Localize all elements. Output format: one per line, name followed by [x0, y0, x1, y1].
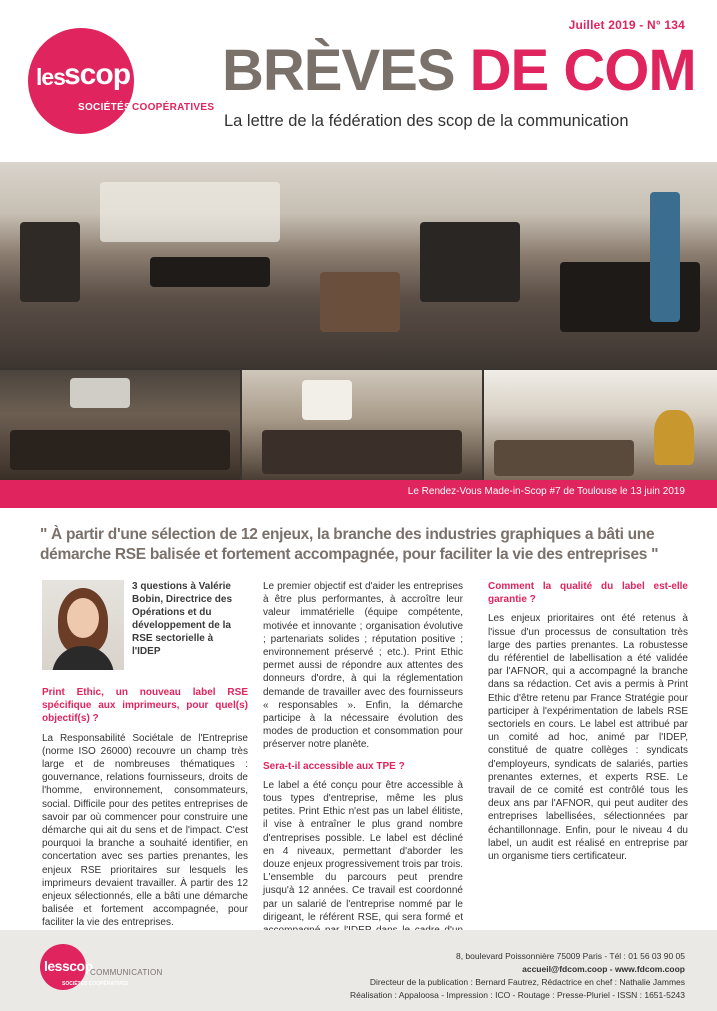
event-photo-2	[242, 370, 482, 480]
footer-publication: Directeur de la publication : Bernard Fautrez, Rédactrice en chef : Nathalie Jammes	[369, 977, 685, 987]
event-photo-1	[0, 370, 240, 480]
article-paragraph-2: Le premier objectif est d'aider les entreprises à être plus performantes, à accroître leur valeur immatérielle (équipe compétente, motivée et innovante ; organisation évolutive ; partenariats solides ; réputation positive ; environnement préservé ; etc.). Print Ethic permet aussi de répondre aux attentes des donneurs d'ordre, à qui la réglementation demande de travailler avec des fournisseurs « responsables ». Enfin, la démarche participe à la nécessaire évolution des modes de production et consommation pour préserver notre planète.	[263, 581, 463, 751]
event-photo-3	[484, 370, 717, 480]
newsletter-tagline: La lettre de la fédération des scop de la communication	[224, 112, 629, 130]
event-photo-collage	[0, 162, 717, 480]
footer-contact[interactable]: accueil@fdcom.coop - www.fdcom.coop	[522, 964, 685, 974]
newsletter-title	[222, 38, 696, 103]
logo-sub-text-2: COOPÉRATIVES	[132, 102, 215, 113]
event-photo-main	[0, 162, 717, 368]
logo-les-text: les	[36, 64, 65, 90]
logo-scop-text: scop	[64, 58, 131, 91]
photo-caption: Le Rendez-Vous Made-in-Scop #7 de Toulouse le 13 juin 2019	[407, 486, 685, 497]
interview-intro: 3 questions à Valérie Bobin, Directrice des Opérations et du développement de la RSE sectorielle à l'IDEP	[132, 581, 233, 657]
footer-address: 8, boulevard Poissonnière 75009 Paris - Tél : 01 56 03 90 05	[455, 951, 685, 961]
logo-sub-text: SOCIÉTÉS	[78, 102, 131, 113]
issue-number: Juillet 2019 - N° 134	[568, 18, 685, 32]
article-column-2	[263, 580, 463, 958]
question-heading-3: Comment la qualité du label est-elle garantie ?	[488, 581, 688, 606]
question-heading-1: Print Ethic, un nouveau label RSE spécifique aux imprimeurs, pour quel(s) objectif(s) ?	[42, 687, 248, 725]
article-paragraph-3: Le label a été conçu pour être accessible à tous types d'entreprise, même les plus petites. Print Ethic n'est pas un label élitiste, il vise à entraîner le plus grand nombre d'entreprises possible. Le label est décliné en 4 niveaux, permettant d'aborder les douze enjeux progressivement trois par trois. L'ensemble du parcours peut prendre jusqu'à 12 années. Ce travail est coordonné par un salarié de l'entreprise nommé par le dirigeant, le référent RSE, qui sera formé et	[263, 779, 463, 923]
article-paragraph-4: Les enjeux prioritaires ont été retenus à l'issue d'un processus de consultation très large des parties prenantes. La robustesse du référentiel de labellisation a été validée par l'AFNOR, qui a accompagné la branche dans sa rédaction. Cet avis a permis à Print Ethic d'être retenu par France Stratégie pour participer à l'expérimentation de labels RSE sectoriels en cours. Le label est attribué par un comité ad hoc, animé par l'IDEP, constitué de quatre collèges : syndicats d'employeurs, syndicats de salariés, parties prenantes externes, et experts RSE. Le travail de ce comité est contrôlé tous les deux ans par l'AFNOR, qui peut auditer des entreprises labellisées, sélectionnées par échantillonnage. Enfin, pour le niveau 4 du label, un audit est réalisé en entreprise par un organisme tiers certificateur.	[488, 613, 688, 863]
footer-logo-sub: SOCIÉTÉS COOPÉRATIVES	[62, 981, 129, 987]
article-column-3	[488, 580, 688, 871]
article-paragraph-1: La Responsabilité Sociétale de l'Entreprise (norme ISO 26000) recouvre un champ très large et de nombreuses thématiques : gouvernance, relations fournisseurs, droits de l'homme, environnement, consommateurs, social. Difficile pour des petites entreprises de savoir par où commencer pour construire une démarche qui ait du sens et de l'impact. C'est pourquoi la branche a souhaité identifier, en concertation avec ses parties prenantes, les enjeux RSE prioritaires sur lesquels les imprimeurs devaient travailler. À partir des 12 enjeux sélectionnés, elle a bâti une démarche balisée et fortement accompagnée, pour faciliter la vie des entreprises.	[42, 732, 248, 929]
title-part-2: DE COM	[469, 38, 696, 103]
footer-info	[265, 950, 685, 1002]
footer-brand: COMMUNICATION	[90, 968, 163, 977]
title-part-1: BRÈVES	[222, 38, 455, 103]
interviewee-portrait	[42, 580, 124, 670]
footer-production: Réalisation : Appaloosa - Impression : ICO - Routage : Presse-Pluriel - ISSN : 1651-5243	[350, 990, 685, 1000]
article-column-1	[42, 686, 248, 938]
footer-logo-text: lesscop	[44, 958, 93, 974]
pull-quote: " À partir d'une sélection de 12 enjeux, la branche des industries graphiques a bâti une démarche RSE balisée et fortement accompagnée, pour faciliter la vie des entreprises "	[40, 526, 659, 563]
question-heading-2: Sera-t-il accessible aux TPE ?	[263, 760, 405, 772]
